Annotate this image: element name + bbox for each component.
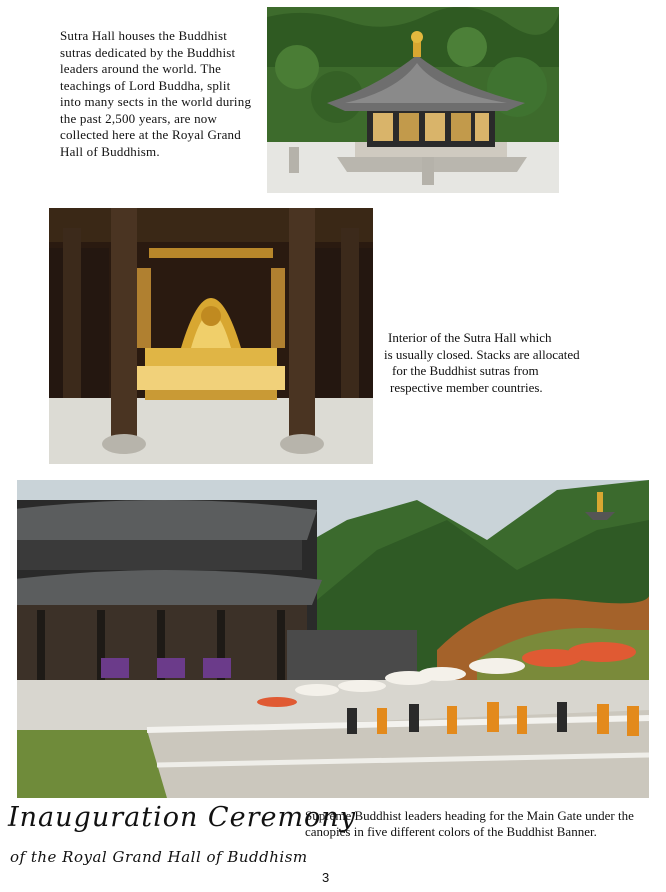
interior-caption-line: Interior of the Sutra Hall which [388, 330, 552, 345]
main-gate-procession-photo [17, 480, 649, 798]
ceremony-title: Inauguration Ceremony [8, 802, 356, 833]
procession-caption-line: Supreme Buddhist leaders heading for the Main Gate under the [305, 808, 634, 823]
ceremony-subtitle: of the Royal Grand Hall of Buddhism [10, 848, 308, 866]
intro-line: Hall of Buddhism. [60, 143, 160, 159]
intro-line: sutras dedicated by the Buddhist [60, 44, 236, 60]
interior-caption-line: is usually closed. Stacks are allocated [384, 346, 580, 362]
interior-caption-line: for the Buddhist sutras from [392, 363, 539, 378]
intro-line: Sutra Hall houses the Buddhist [60, 28, 228, 43]
procession-caption [305, 808, 660, 839]
intro-line: leaders around the world. The [60, 61, 222, 76]
interior-caption [384, 330, 624, 396]
intro-line: into many sects in the world during [60, 94, 252, 109]
intro-caption [60, 28, 260, 160]
intro-line: the past 2,500 years, are now [60, 110, 218, 126]
procession-caption-line: canopies in five different colors of the Buddhist Banner. [305, 823, 597, 839]
sutra-hall-interior-photo [49, 208, 373, 464]
sutra-hall-exterior-photo [267, 7, 559, 193]
intro-line: collected here at the Royal Grand [60, 127, 241, 142]
intro-line: teachings of Lord Buddha, split [60, 77, 231, 93]
page-number: 3 [322, 870, 330, 885]
interior-caption-line: respective member countries. [390, 379, 543, 395]
